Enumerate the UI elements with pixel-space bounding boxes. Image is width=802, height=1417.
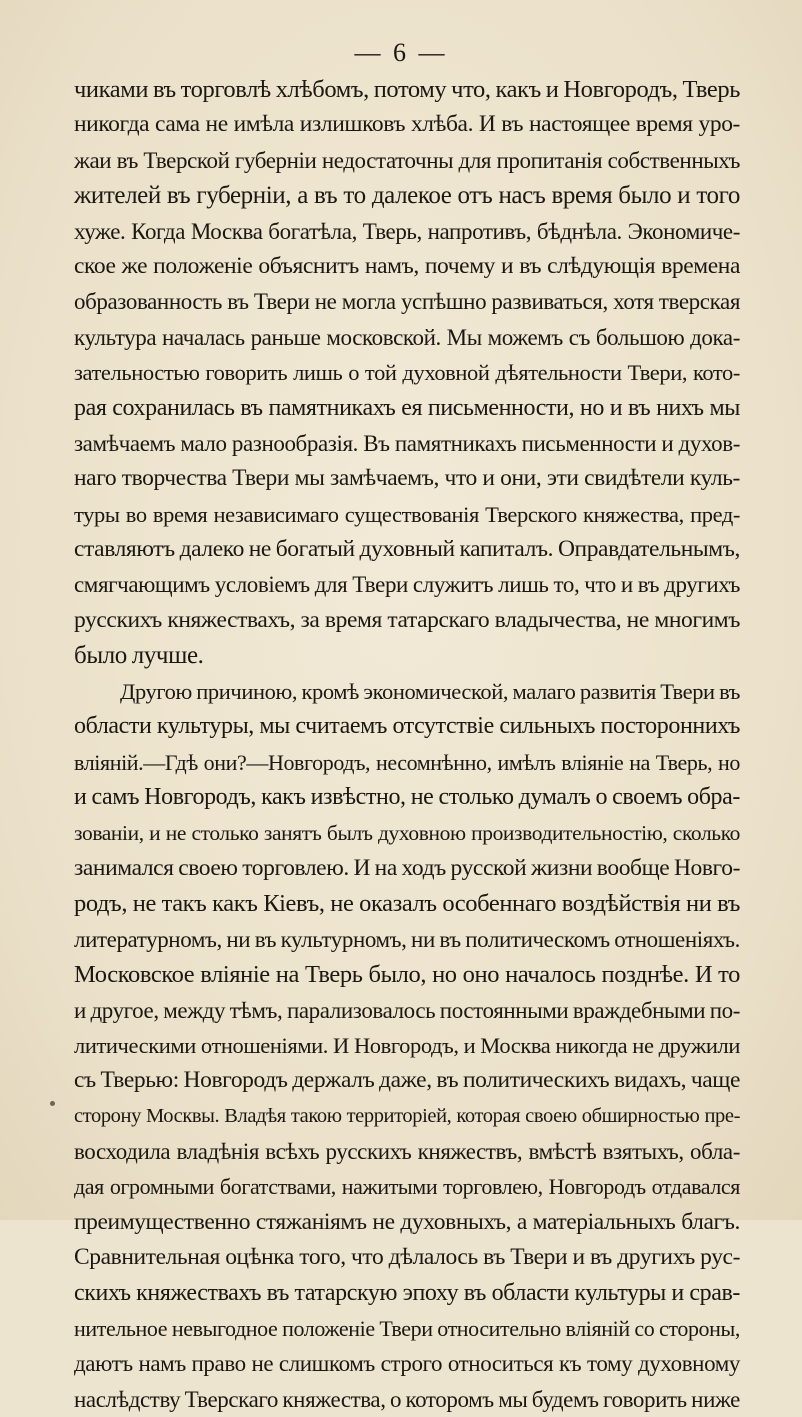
text-line: Сравнительная оцѣнка того, что дѣлалось въ Твери и въ другихъ рус- <box>74 1244 740 1271</box>
text-line: и другое, между тѣмъ, парализовалось постоянными враждебными по- <box>74 997 740 1023</box>
text-line: преимущественно стяжаніямъ не духовныхъ, а матеріальныхъ благъ. <box>74 1208 740 1235</box>
text-line: ское же положеніе объяснитъ намъ, почему и въ слѣдующія времена <box>74 252 740 279</box>
text-line: области культуры, мы считаемъ отсутствіе сильныхъ постороннихъ <box>74 713 740 740</box>
text-line: культура началась раньше московской. Мы можемъ съ большою дока- <box>74 324 740 350</box>
text-line: литическими отношеніями. И Новгородъ, и Москва никогда не дружили <box>74 1032 740 1058</box>
text-line: Другою причиною, кромѣ экономической, малаго развитія Твери въ <box>120 679 740 704</box>
text-line: рая сохранилась въ памятникахъ ея письменности, но и въ нихъ мы <box>74 394 740 421</box>
text-line: жаи въ Тверской губерніи недостаточны для пропитанія собственныхъ <box>74 147 740 173</box>
text-line: туры во время независимаго существованія Тверского княжества, пред- <box>74 501 740 527</box>
paragraph <box>74 72 740 674</box>
text-line: чиками въ торговлѣ хлѣбомъ, потому что, какъ и Новгородъ, Тверь <box>74 76 740 103</box>
text-line: ставляютъ далеко не богатый духовный капиталъ. Оправдательнымъ, <box>74 536 740 563</box>
text-line: Московское вліяніе на Тверь было, но оно началось позднѣе. И то <box>74 961 740 989</box>
text-line: замѣчаемъ мало разнообразія. Въ памятникахъ письменности и духов- <box>74 430 740 456</box>
text-line: зательностью говорить лишь о той духовной дѣятельности Твери, кото- <box>74 360 740 386</box>
text-line: дая огромными богатствами, нажитыми торговлею, Новгородъ отдавался <box>74 1174 740 1200</box>
text-line: съ Тверью: Новгородъ держалъ даже, въ политическихъ видахъ, чаще <box>74 1067 740 1094</box>
text-line: и самъ Новгородъ, какъ извѣстно, не столько думалъ о своемъ обра- <box>74 784 740 811</box>
text-line: родъ, не такъ какъ Кіевъ, не оказалъ особеннаго воздѣйствія ни въ <box>74 890 740 918</box>
text-line: русскихъ княжествахъ, за время татарскаго владычества, не многимъ <box>74 606 740 633</box>
text-line: зованіи, и не столько занятъ былъ духовною производительностію, сколько <box>74 820 740 845</box>
page-number: — 6 — <box>354 38 448 67</box>
text-line: было лучше. <box>74 642 204 670</box>
text-line: литературномъ, ни въ культурномъ, ни въ политическомъ отношеніяхъ. <box>74 926 740 952</box>
text-line: образованность въ Твери не могла успѣшно развиваться, хотя тверская <box>74 289 740 315</box>
text-line: хуже. Когда Москва богатѣла, Тверь, напротивъ, бѣднѣла. Экономиче- <box>74 218 740 244</box>
text-line: восходила владѣнія всѣхъ русскихъ княжествъ, вмѣстѣ взятыхъ, обла- <box>74 1139 740 1165</box>
text-line: наслѣдству Тверскаго княжества, о которомъ мы будемъ говорить ниже <box>74 1386 740 1412</box>
text-line: никогда сама не имѣла излишковъ хлѣба. И въ настоящее время уро- <box>74 111 740 138</box>
text-line: даютъ намъ право не слишкомъ строго относиться къ тому духовному <box>74 1351 740 1377</box>
text-line: смягчающимъ условіемъ для Твери служитъ лишь то, что и въ другихъ <box>74 572 740 598</box>
text-line: наго творчества Твери мы замѣчаемъ, что и они, эти свидѣтели куль- <box>74 465 740 492</box>
text-line: жителей въ губерніи, а въ то далекое отъ насъ время было и того <box>74 182 740 210</box>
text-line: занимался своею торговлею. И на ходъ русской жизни вообще Новго- <box>74 854 740 881</box>
text-line: сторону Москвы. Владѣя такою территоріей, которая своею обширностью пре- <box>74 1104 740 1127</box>
margin-mark <box>50 1101 55 1106</box>
text-line: нительное невыгодное положеніе Твери относительно вліяній со стороны, <box>74 1316 740 1342</box>
text-line: скихъ княжествахъ въ татарскую эпоху въ области культуры и срав- <box>74 1279 740 1306</box>
text-line: вліяній.—Гдѣ они?—Новгородъ, несомнѣнно, имѣлъ вліяніе на Тверь, но <box>74 749 740 775</box>
paragraph <box>74 674 740 1417</box>
